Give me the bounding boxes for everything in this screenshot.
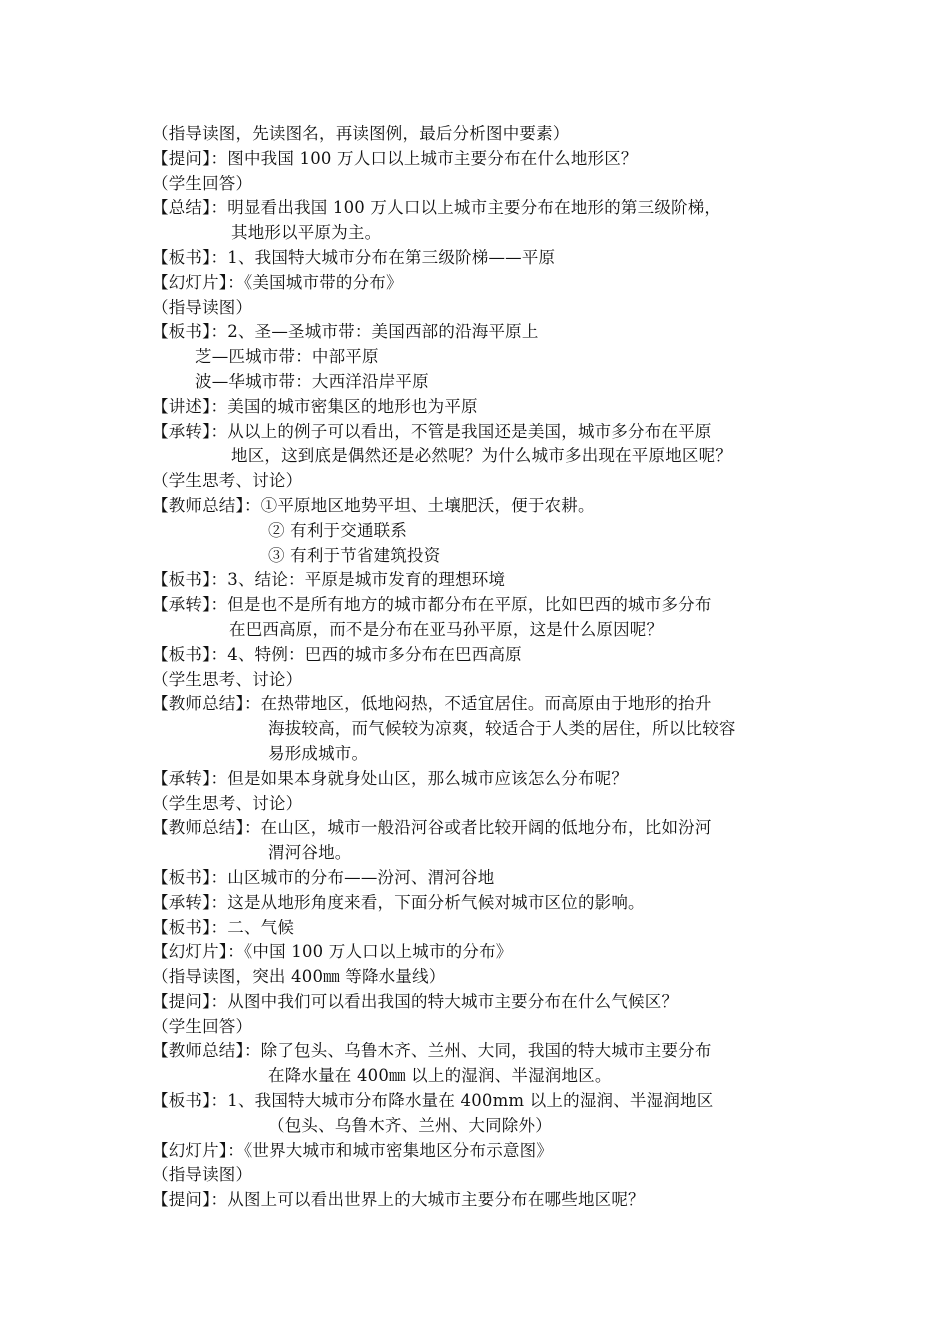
text-line: 【承转】：但是如果本身就身处山区，那么城市应该怎么分布呢？ xyxy=(152,768,629,788)
text-line: 【承转】：从以上的例子可以看出，不管是我国还是美国，城市多分布在平原 xyxy=(152,421,712,441)
text-line: 【板书】：3、结论：平原是城市发育的理想环境 xyxy=(152,570,506,590)
text-line: 【幻灯片】：《中国 100 万人口以上城市的分布》 xyxy=(152,942,513,962)
text-line: 【板书】：山区城市的分布——汾河、渭河谷地 xyxy=(152,867,495,887)
text-line: （学生思考、讨论） xyxy=(152,471,303,491)
text-line: 【提问】：从图上可以看出世界上的大城市主要分布在哪些地区呢？ xyxy=(152,1190,645,1210)
text-line: 【提问】：图中我国 100 万人口以上城市主要分布在什么地形区？ xyxy=(152,148,638,168)
text-line: （学生思考、讨论） xyxy=(152,793,303,813)
text-line: 地区，这到底是偶然还是必然呢？为什么城市多出现在平原地区呢？ xyxy=(231,446,732,466)
text-line: 易形成城市。 xyxy=(268,743,369,763)
text-line: 【教师总结】：在山区，城市一般沿河谷或者比较开阔的低地分布，比如汾河 xyxy=(152,818,712,838)
text-line: （学生回答） xyxy=(152,173,253,193)
text-line: 【承转】：但是也不是所有地方的城市都分布在平原，比如巴西的城市多分布 xyxy=(152,595,712,615)
text-line: （学生思考、讨论） xyxy=(152,669,303,689)
text-line: 在巴西高原，而不是分布在亚马孙平原，这是什么原因呢？ xyxy=(229,619,664,639)
document-page xyxy=(0,122,950,1213)
text-line: 海拔较高，而气候较为凉爽，较适合于人类的居住，所以比较容 xyxy=(268,719,736,739)
text-line: ③ 有利于节省建筑投资 xyxy=(268,545,441,565)
text-line: 【板书】：2、圣—圣城市带：美国西部的沿海平原上 xyxy=(152,322,539,342)
text-line: 【教师总结】：①平原地区地势平坦、土壤肥沃，便于农耕。 xyxy=(152,495,595,515)
text-line: （包头、乌鲁木齐、兰州、大同除外） xyxy=(268,1115,552,1135)
text-line: （指导读图） xyxy=(152,1165,253,1185)
text-line: 【教师总结】：除了包头、乌鲁木齐、兰州、大同，我国的特大城市主要分布 xyxy=(152,1041,712,1061)
text-line: （指导读图） xyxy=(152,297,253,317)
text-line: 在降水量在 400㎜ 以上的湿润、半湿润地区。 xyxy=(268,1066,612,1086)
text-line: 【板书】：1、我国特大城市分布降水量在 400mm 以上的湿润、半湿润地区 xyxy=(152,1091,714,1111)
text-line: 其地形以平原为主。 xyxy=(231,223,382,243)
text-line: ② 有利于交通联系 xyxy=(268,520,408,540)
text-line: 【幻灯片】：《世界大城市和城市密集地区分布示意图》 xyxy=(152,1140,553,1160)
text-line: 【总结】：明显看出我国 100 万人口以上城市主要分布在地形的第三级阶梯， xyxy=(152,198,722,218)
text-line: 【承转】：这是从地形角度来看，下面分析气候对城市区位的影响。 xyxy=(152,892,645,912)
text-line: 【讲述】：美国的城市密集区的地形也为平原 xyxy=(152,396,478,416)
text-line: 芝—匹城市带：中部平原 xyxy=(195,347,379,367)
text-line: 【板书】：4、特例：巴西的城市多分布在巴西高原 xyxy=(152,644,522,664)
text-line: 【教师总结】：在热带地区，低地闷热，不适宜居住。而高原由于地形的抬升 xyxy=(152,694,712,714)
text-line: （指导读图，先读图名，再读图例，最后分析图中要素） xyxy=(152,124,570,143)
text-line: 波—华城市带：大西洋沿岸平原 xyxy=(195,371,429,391)
text-line: 【板书】：二、气候 xyxy=(152,917,295,937)
text-line: 【板书】：1、我国特大城市分布在第三级阶梯——平原 xyxy=(152,247,556,267)
text-line: （学生回答） xyxy=(152,1016,253,1036)
text-line: （指导读图，突出 400㎜ 等降水量线） xyxy=(152,967,446,987)
text-line: 【提问】：从图中我们可以看出我国的特大城市主要分布在什么气候区？ xyxy=(152,991,679,1011)
text-line: 【幻灯片】：《美国城市带的分布》 xyxy=(152,272,403,292)
text-line: 渭河谷地。 xyxy=(268,843,352,863)
